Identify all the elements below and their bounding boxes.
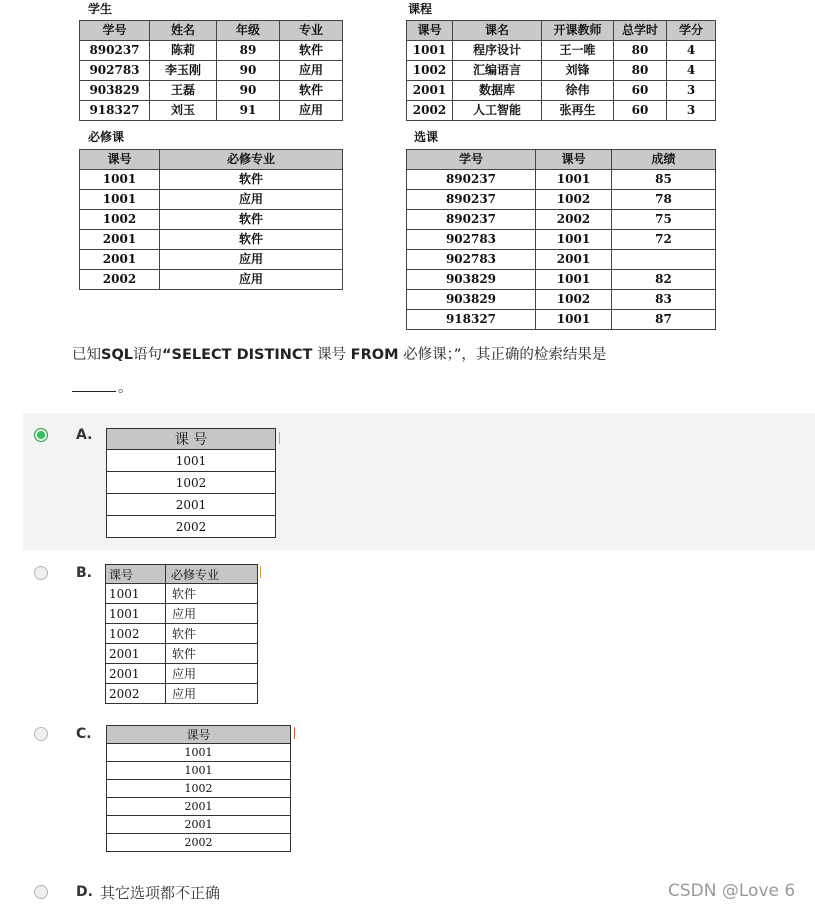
- cell: 刘锋: [542, 61, 614, 81]
- cell: 1001: [107, 762, 291, 780]
- cell: 2002: [536, 210, 612, 230]
- table-header-row: [80, 150, 343, 170]
- cell: 918327: [407, 310, 536, 330]
- table-row: [80, 41, 343, 61]
- question-blank-line: [72, 376, 133, 397]
- cell: 软件: [166, 584, 258, 604]
- table-header-row: [106, 565, 258, 584]
- enrollment-table: [406, 149, 716, 330]
- required-title: 必修课: [88, 130, 125, 144]
- cell: 1002: [407, 61, 453, 81]
- cell: 1001: [80, 190, 160, 210]
- cell: 2002: [107, 834, 291, 852]
- cell: 4: [667, 41, 716, 61]
- table-row: [107, 494, 276, 516]
- cell: 890237: [407, 170, 536, 190]
- column-header: 开课教师: [542, 21, 614, 41]
- option-a-marker: [279, 432, 280, 444]
- courses-table: [406, 20, 716, 121]
- courses-title: 课程: [408, 2, 433, 16]
- cell: 应用: [160, 190, 343, 210]
- cell: 应用: [160, 270, 343, 290]
- table-row: [106, 684, 258, 704]
- table-row: [407, 41, 716, 61]
- table-header-row: [80, 21, 343, 41]
- option-a-letter: A.: [76, 427, 93, 443]
- cell: 2002: [106, 684, 166, 704]
- option-b-letter: B.: [76, 565, 92, 581]
- column-header: 课 号: [107, 429, 276, 450]
- question-text: [72, 343, 606, 364]
- column-header: 总学时: [614, 21, 667, 41]
- cell: 3: [667, 101, 716, 121]
- cell: 2001: [80, 230, 160, 250]
- table-row: [407, 170, 716, 190]
- table-row: [407, 310, 716, 330]
- table-header-row: [407, 21, 716, 41]
- table-row: [80, 250, 343, 270]
- cell: 应用: [166, 604, 258, 624]
- table-row: [107, 450, 276, 472]
- table-row: [107, 780, 291, 798]
- cell: 3: [667, 81, 716, 101]
- question-part: FROM: [350, 347, 399, 363]
- column-header: 课号: [407, 21, 453, 41]
- cell: 2002: [407, 101, 453, 121]
- cell: 903829: [407, 270, 536, 290]
- option-c-letter: C.: [76, 726, 92, 742]
- table-row: [106, 604, 258, 624]
- cell: 1002: [107, 472, 276, 494]
- table-row: [106, 664, 258, 684]
- question-part: 必修课；”，其正确的检索结果是: [398, 347, 607, 363]
- cell: 85: [612, 170, 716, 190]
- column-header: 成绩: [612, 150, 716, 170]
- column-header: 学号: [80, 21, 150, 41]
- cell: 2001: [106, 644, 166, 664]
- table-row: [407, 190, 716, 210]
- table-row: [407, 230, 716, 250]
- table-row: [407, 61, 716, 81]
- cell: 刘玉: [150, 101, 217, 121]
- column-header: 课号: [80, 150, 160, 170]
- table-row: [107, 472, 276, 494]
- option-d-radio[interactable]: [34, 885, 48, 899]
- option-b-marker: [260, 566, 261, 578]
- cell: 890237: [407, 210, 536, 230]
- cell: 1002: [536, 290, 612, 310]
- cell: 1001: [106, 584, 166, 604]
- table-row: [80, 61, 343, 81]
- cell: 91: [217, 101, 280, 121]
- option-c-table: [106, 725, 291, 852]
- table-row: [107, 516, 276, 538]
- table-row: [106, 644, 258, 664]
- students-table: [79, 20, 343, 121]
- cell: 王一唯: [542, 41, 614, 61]
- table-header-row: [407, 150, 716, 170]
- students-title: 学生: [88, 2, 113, 16]
- table-row: [106, 584, 258, 604]
- cell: 83: [612, 290, 716, 310]
- table-row: [80, 170, 343, 190]
- cell: 890237: [407, 190, 536, 210]
- option-a-table: [106, 428, 276, 538]
- cell: 72: [612, 230, 716, 250]
- cell: 软件: [166, 644, 258, 664]
- cell: 1002: [106, 624, 166, 644]
- cell: 1001: [107, 450, 276, 472]
- column-header: 课号: [536, 150, 612, 170]
- cell: [612, 250, 716, 270]
- cell: 78: [612, 190, 716, 210]
- option-b-table: [105, 564, 258, 704]
- cell: 80: [614, 41, 667, 61]
- enrollment-title: 选课: [414, 130, 439, 144]
- cell: 82: [612, 270, 716, 290]
- table-header-row: [107, 726, 291, 744]
- cell: 软件: [160, 170, 343, 190]
- cell: 2001: [536, 250, 612, 270]
- table-header-row: [107, 429, 276, 450]
- cell: 2001: [106, 664, 166, 684]
- cell: 1002: [536, 190, 612, 210]
- cell: 应用: [166, 684, 258, 704]
- table-row: [80, 270, 343, 290]
- table-row: [407, 81, 716, 101]
- column-header: 学分: [667, 21, 716, 41]
- option-b-radio[interactable]: [34, 566, 48, 580]
- question-part: 已知: [72, 347, 101, 363]
- cell: 1001: [536, 310, 612, 330]
- table-row: [407, 250, 716, 270]
- column-header: 必修专业: [166, 565, 258, 584]
- question-part: 语句: [133, 347, 163, 363]
- cell: 应用: [280, 101, 343, 121]
- cell: 徐伟: [542, 81, 614, 101]
- question-part: SQL: [101, 347, 134, 363]
- cell: 汇编语言: [453, 61, 542, 81]
- table-row: [407, 210, 716, 230]
- table-row: [107, 762, 291, 780]
- table-row: [407, 270, 716, 290]
- column-header: 课号: [107, 726, 291, 744]
- cell: 1001: [106, 604, 166, 624]
- cell: 1001: [536, 230, 612, 250]
- table-row: [107, 798, 291, 816]
- cell: 应用: [166, 664, 258, 684]
- cell: 902783: [407, 250, 536, 270]
- cell: 1001: [536, 270, 612, 290]
- cell: 918327: [80, 101, 150, 121]
- table-row: [106, 624, 258, 644]
- question-part: 。: [118, 380, 133, 396]
- cell: 软件: [160, 210, 343, 230]
- cell: 2002: [80, 270, 160, 290]
- cell: 902783: [407, 230, 536, 250]
- cell: 张再生: [542, 101, 614, 121]
- cell: 2001: [107, 816, 291, 834]
- cell: 数据库: [453, 81, 542, 101]
- column-header: 年级: [217, 21, 280, 41]
- cell: 4: [667, 61, 716, 81]
- option-d-letter: D.: [76, 884, 93, 900]
- table-row: [107, 744, 291, 762]
- answer-blank: [72, 378, 116, 392]
- cell: 87: [612, 310, 716, 330]
- cell: 软件: [160, 230, 343, 250]
- cell: 应用: [280, 61, 343, 81]
- table-row: [80, 81, 343, 101]
- cell: 应用: [160, 250, 343, 270]
- question-part: “SELECT DISTINCT: [162, 347, 313, 363]
- table-row: [407, 290, 716, 310]
- cell: 2001: [107, 798, 291, 816]
- table-row: [107, 816, 291, 834]
- column-header: 专业: [280, 21, 343, 41]
- option-a-radio[interactable]: [34, 428, 48, 442]
- column-header: 姓名: [150, 21, 217, 41]
- cell: 890237: [80, 41, 150, 61]
- cell: 60: [614, 101, 667, 121]
- cell: 80: [614, 61, 667, 81]
- column-header: 课名: [453, 21, 542, 41]
- cell: 1001: [107, 744, 291, 762]
- table-row: [80, 190, 343, 210]
- cell: 89: [217, 41, 280, 61]
- watermark: CSDN @Love 6: [668, 881, 796, 901]
- cell: 2002: [107, 516, 276, 538]
- cell: 903829: [407, 290, 536, 310]
- column-header: 学号: [407, 150, 536, 170]
- cell: 王磊: [150, 81, 217, 101]
- option-d-text: 其它选项都不正确: [100, 884, 221, 902]
- cell: 程序设计: [453, 41, 542, 61]
- cell: 90: [217, 61, 280, 81]
- cell: 软件: [166, 624, 258, 644]
- cell: 60: [614, 81, 667, 101]
- table-row: [107, 834, 291, 852]
- cell: 75: [612, 210, 716, 230]
- table-row: [80, 101, 343, 121]
- cell: 人工智能: [453, 101, 542, 121]
- cell: 陈莉: [150, 41, 217, 61]
- table-row: [80, 210, 343, 230]
- cell: 1001: [536, 170, 612, 190]
- option-c-marker: [294, 727, 295, 739]
- table-row: [407, 101, 716, 121]
- cell: 1002: [107, 780, 291, 798]
- cell: 1002: [80, 210, 160, 230]
- cell: 2001: [80, 250, 160, 270]
- cell: 软件: [280, 81, 343, 101]
- column-header: 必修专业: [160, 150, 343, 170]
- cell: 1001: [407, 41, 453, 61]
- cell: 软件: [280, 41, 343, 61]
- question-part: 课号: [312, 347, 351, 363]
- cell: 1001: [80, 170, 160, 190]
- table-row: [80, 230, 343, 250]
- cell: 2001: [407, 81, 453, 101]
- column-header: 课号: [106, 565, 166, 584]
- cell: 902783: [80, 61, 150, 81]
- required-table: [79, 149, 343, 290]
- cell: 90: [217, 81, 280, 101]
- cell: 903829: [80, 81, 150, 101]
- option-c-radio[interactable]: [34, 727, 48, 741]
- cell: 2001: [107, 494, 276, 516]
- cell: 李玉刚: [150, 61, 217, 81]
